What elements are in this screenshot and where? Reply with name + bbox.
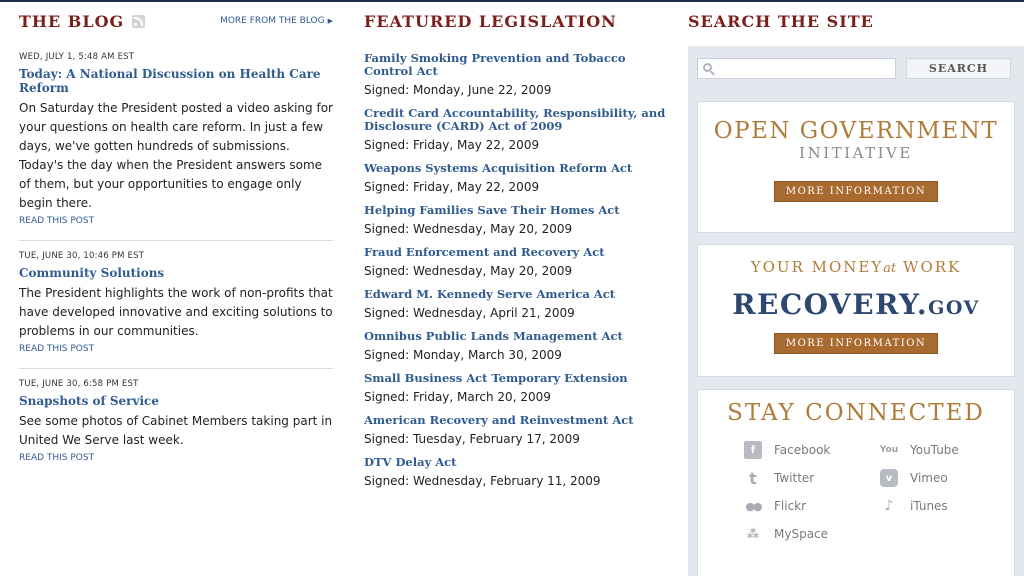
bill-signed-date: Signed: Friday, May 22, 2009 [364, 180, 540, 194]
bill-title-link[interactable]: Weapons Systems Acquisition Reform Act [364, 161, 633, 175]
more-from-blog-link[interactable]: MORE FROM THE BLOG ▶ [220, 16, 333, 26]
myspace-link[interactable]: ⁂ MySpace [744, 524, 880, 544]
bill-signed-date: Signed: Monday, June 22, 2009 [364, 83, 552, 97]
read-post-link[interactable]: READ THIS POST [19, 344, 95, 354]
post-title-link[interactable]: Snapshots of Service [19, 394, 159, 408]
youtube-link[interactable]: You YouTube [879, 443, 959, 457]
bill-item [364, 52, 676, 98]
search-input[interactable] [697, 58, 896, 79]
blog-header [19, 10, 333, 32]
search-icon [703, 63, 712, 72]
bill-signed-date: Signed: Wednesday, February 11, 2009 [364, 474, 601, 488]
bill-title-link[interactable]: Helping Families Save Their Homes Act [364, 203, 620, 217]
read-post-link[interactable]: READ THIS POST [19, 216, 95, 226]
bill-title-link[interactable]: American Recovery and Reinvestment Act [364, 413, 634, 427]
facebook-icon: f [744, 441, 762, 459]
itunes-icon: ♪ [884, 498, 894, 514]
search-column [688, 10, 1024, 576]
your-money-at-work-tagline: YOUR MONEYat WORK [750, 258, 962, 276]
stay-connected-heading: STAY CONNECTED [727, 400, 985, 426]
bill-item [364, 246, 676, 279]
post-body: On Saturday the President posted a video asking for your questions on health care reform. In just a few days, we've gotten hundreds of submissions. Today's the day when the President answers some of them, but your opportunities to engage only begin there. [19, 101, 333, 210]
twitter-link[interactable]: t Twitter [744, 468, 880, 488]
bill-title-link[interactable]: DTV Delay Act [364, 455, 457, 469]
social-links [744, 440, 1014, 544]
open-government-heading: OPEN GOVERNMENT [713, 118, 999, 144]
blog-post [19, 241, 333, 369]
recovery-gov-logo: RECOVERY.GOV [732, 288, 980, 321]
post-date: WED, JULY 1, 5:48 AM EST [19, 52, 135, 62]
bill-item [364, 107, 676, 153]
bill-item [364, 204, 676, 237]
recovery-gov-promo[interactable] [697, 244, 1015, 377]
flickr-icon: ●● [745, 499, 761, 513]
blog-title: THE BLOG [19, 11, 125, 31]
bill-title-link[interactable]: Edward M. Kennedy Serve America Act [364, 287, 616, 301]
youtube-icon: You [879, 445, 899, 455]
vimeo-link[interactable]: v Vimeo [880, 468, 1000, 488]
bill-item [364, 288, 676, 321]
sidebar-panel [688, 46, 1024, 576]
bill-signed-date: Signed: Friday, March 20, 2009 [364, 390, 551, 404]
bill-signed-date: Signed: Friday, May 22, 2009 [364, 138, 540, 152]
rss-icon[interactable] [132, 15, 145, 28]
bill-signed-date: Signed: Monday, March 30, 2009 [364, 348, 562, 362]
bill-signed-date: Signed: Wednesday, May 20, 2009 [364, 264, 573, 278]
legislation-title: FEATURED LEGISLATION [364, 11, 617, 31]
recovery-more-info-button[interactable]: MORE INFORMATION [774, 333, 938, 354]
bill-item [364, 456, 676, 489]
open-government-promo[interactable] [697, 101, 1015, 233]
open-government-more-info-button[interactable]: MORE INFORMATION [774, 181, 938, 202]
post-body: See some photos of Cabinet Members taking part in United We Serve last week. [19, 414, 333, 447]
post-date: TUE, JUNE 30, 10:46 PM EST [19, 251, 145, 261]
vimeo-icon: v [880, 469, 898, 487]
flickr-link[interactable]: ●● Flickr [745, 499, 807, 513]
bill-signed-date: Signed: Wednesday, April 21, 2009 [364, 306, 575, 320]
blog-post [19, 369, 333, 477]
facebook-link[interactable]: f Facebook [744, 440, 880, 460]
twitter-icon: t [749, 468, 757, 488]
blog-post [19, 32, 333, 241]
legislation-column [364, 10, 676, 498]
bill-item [364, 372, 676, 405]
stay-connected-box [697, 389, 1015, 576]
search-title: SEARCH THE SITE [688, 11, 874, 31]
bill-item [364, 414, 676, 447]
blog-column [19, 10, 333, 477]
top-border [0, 0, 1024, 2]
bill-title-link[interactable]: Small Business Act Temporary Extension [364, 371, 628, 385]
post-title-link[interactable]: Today: A National Discussion on Health Care Reform [19, 67, 321, 95]
search-form [697, 56, 1024, 80]
legislation-header [364, 10, 676, 32]
read-post-link[interactable]: READ THIS POST [19, 453, 95, 463]
myspace-icon: ⁂ [746, 527, 760, 541]
bill-signed-date: Signed: Wednesday, May 20, 2009 [364, 222, 573, 236]
post-date: TUE, JUNE 30, 6:58 PM EST [19, 379, 139, 389]
initiative-subheading: INITIATIVE [799, 144, 913, 162]
search-button[interactable]: SEARCH [906, 58, 1011, 79]
bill-title-link[interactable]: Fraud Enforcement and Recovery Act [364, 245, 605, 259]
search-header [688, 10, 1024, 32]
arrow-right-icon: ▶ [327, 17, 333, 25]
bill-item [364, 330, 676, 363]
post-body: The President highlights the work of non-profits that have developed innovative and exciting solutions to problems in our communities. [19, 286, 333, 338]
post-title-link[interactable]: Community Solutions [19, 266, 165, 280]
itunes-link[interactable]: ♪ iTunes [880, 496, 1000, 516]
bill-signed-date: Signed: Tuesday, February 17, 2009 [364, 432, 580, 446]
bill-title-link[interactable]: Credit Card Accountability, Responsibility, and Disclosure (CARD) Act of 2009 [364, 106, 666, 133]
bill-item [364, 162, 676, 195]
bill-title-link[interactable]: Omnibus Public Lands Management Act [364, 329, 623, 343]
bill-title-link[interactable]: Family Smoking Prevention and Tobacco Control Act [364, 51, 626, 78]
